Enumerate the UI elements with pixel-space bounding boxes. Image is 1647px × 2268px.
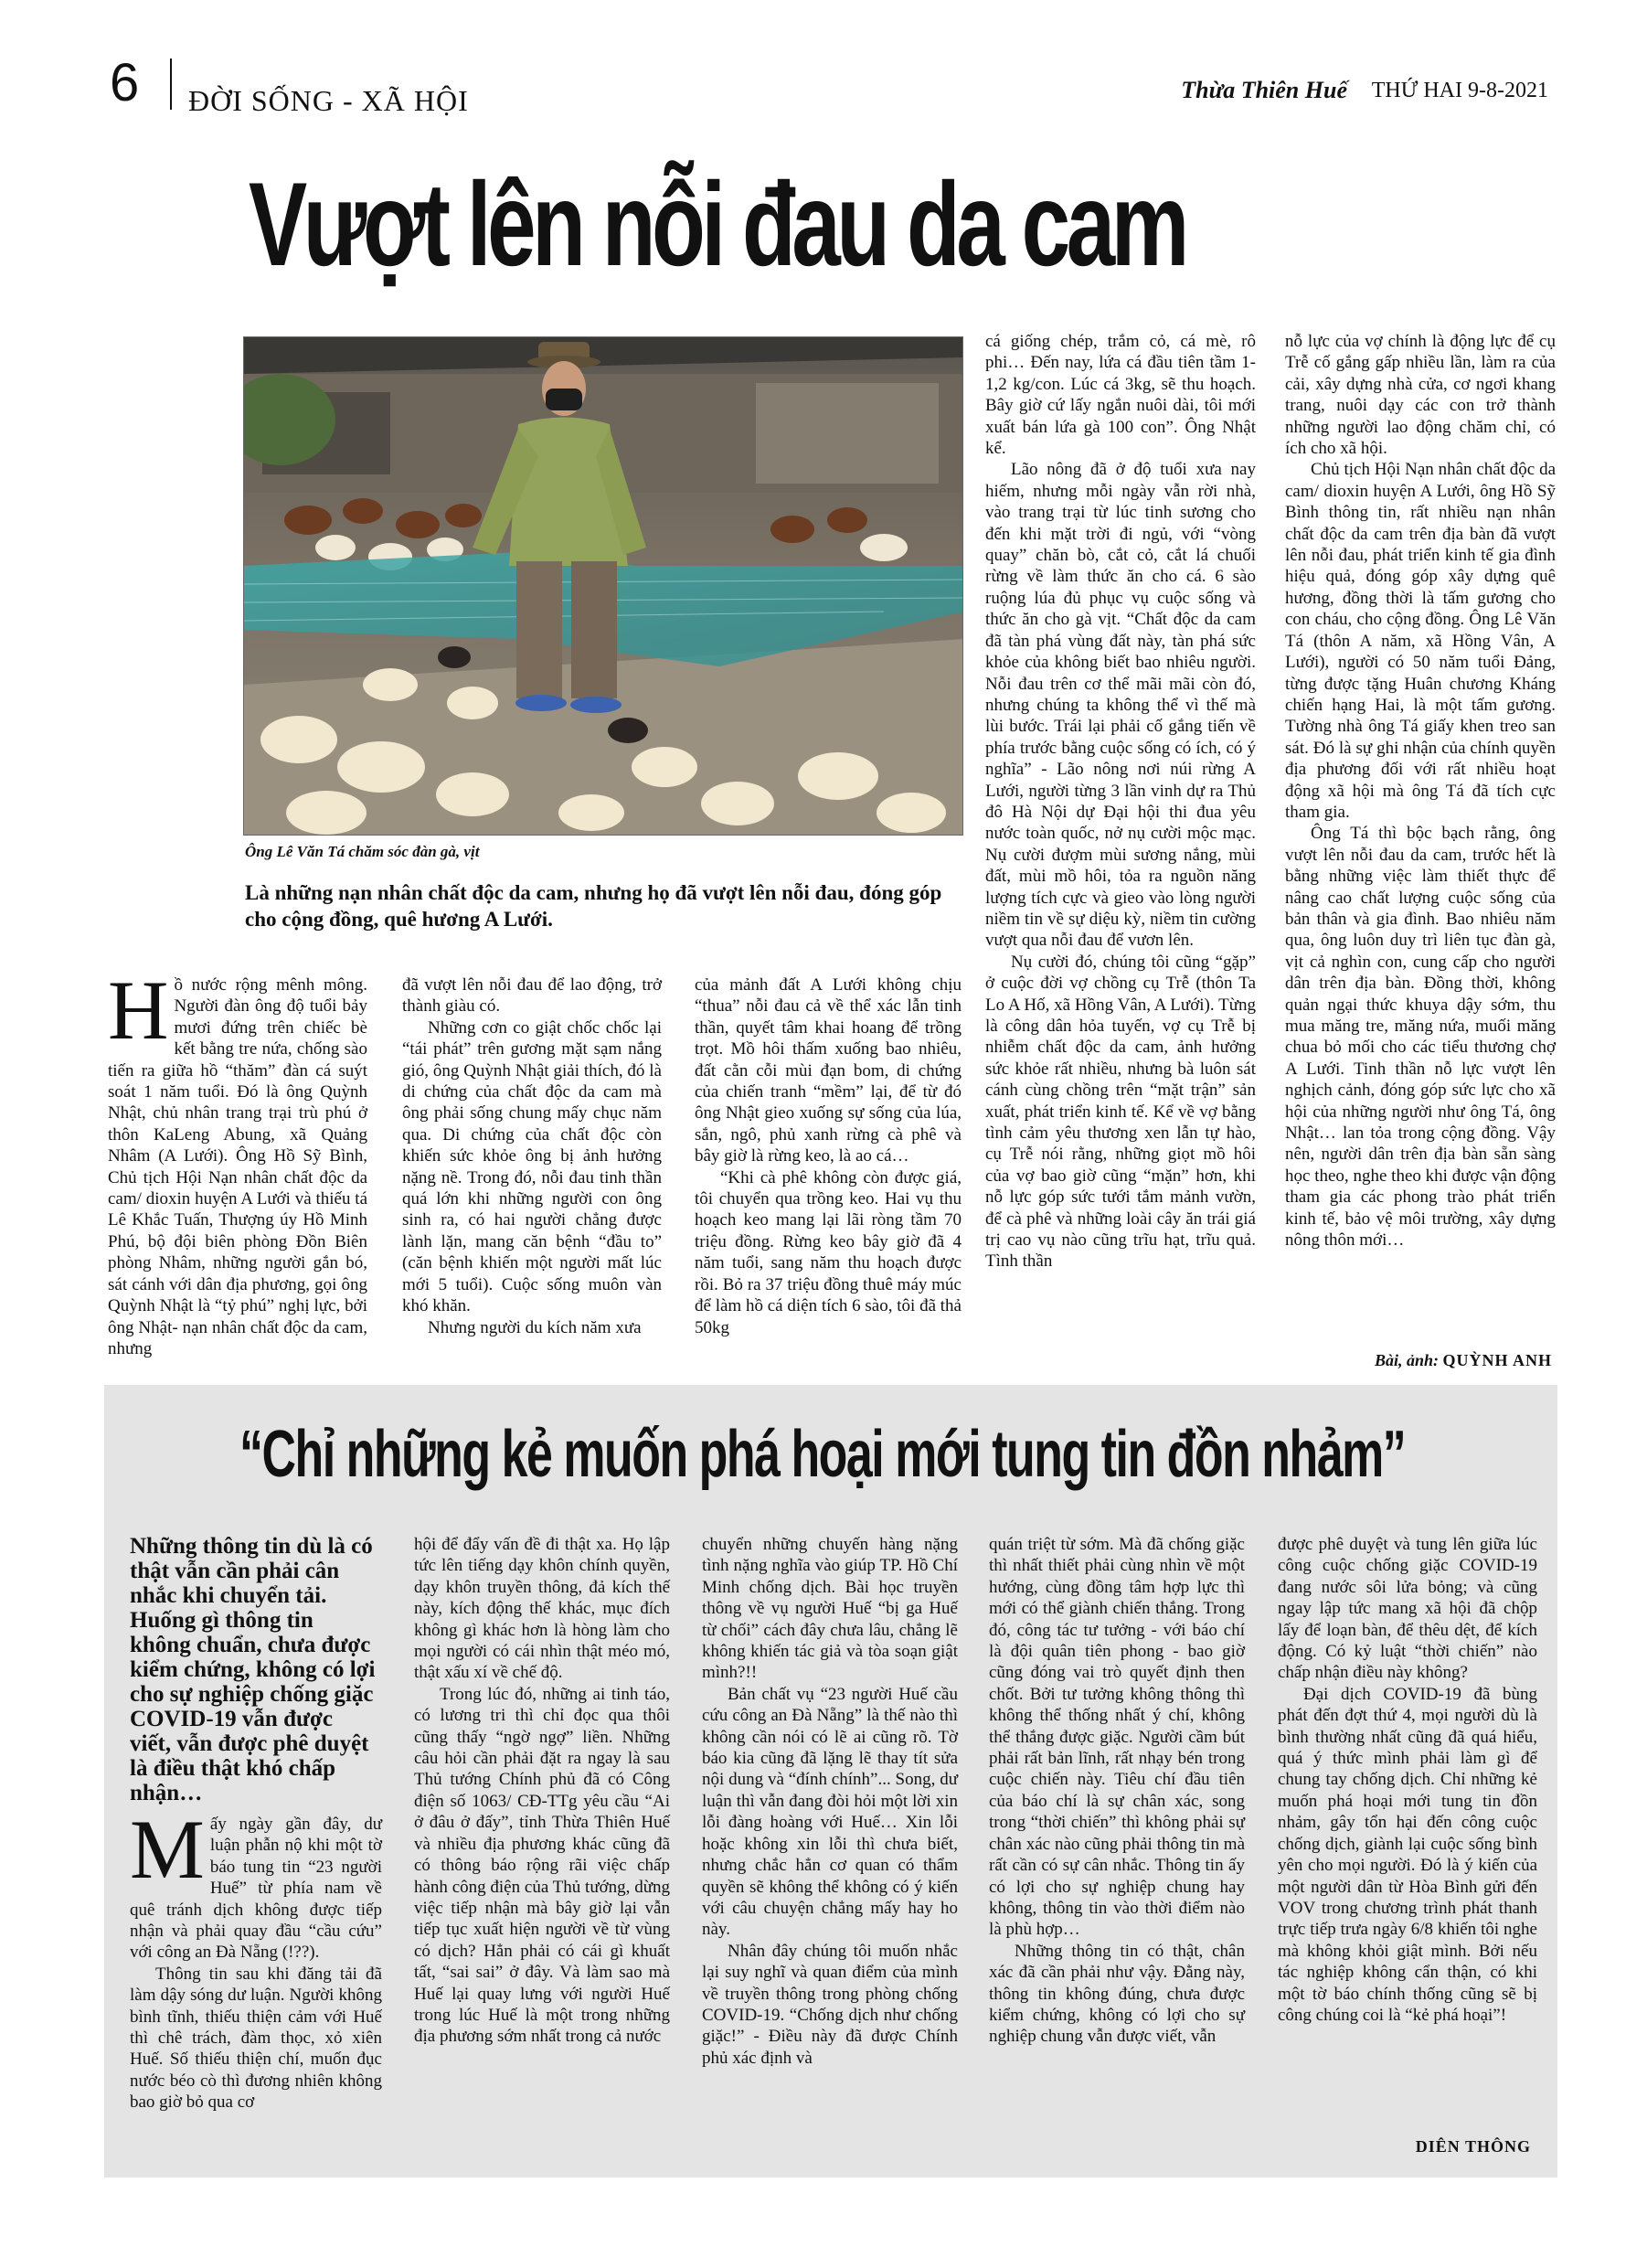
article-headline: Vượt lên nỗi đau da cam — [249, 157, 1185, 291]
paragraph: Ông Tá thì bộc bạch rằng, ông vượt lên nỗi đau da cam, trước hết là bằng những việc làm thiết thực để nâng cao chất lượng cuộc sống của bản thân và gia đình. Bao nhiêu năm qua, ông luôn duy trì liên tục đàn gà, vịt cả nghìn con, cung cấp cho người dân trên địa bàn. Đồng thời, không quản ngại thức khuya dậy sớm, thu mua măng tre, măng nứa, muối măng chua bỏ mối cho các tiểu thương chợ A Lưới. Tinh thần nỗ lực vượt lên nghịch cảnh, đóng góp sức lực cho xã hội của những người như ông Tá, ông Nhật… lan tỏa trong cộng đồng. Vậy nên, người dân trên địa bàn sẵn sàng học theo, nghe theo khi được vận động tham gia các phong trào phát triển kinh tế, bảo vệ môi trường, xây dựng nông thôn mới… — [1285, 824, 1556, 1251]
article1-byline — [1375, 1351, 1552, 1370]
byline-label: Bài, ảnh: — [1374, 1351, 1439, 1369]
paragraph: cá giống chép, trắm cỏ, cá mè, rô phi… Đến nay, lứa cá đầu tiên tầm 1- 1,2 kg/con. Lúc cá 3kg, sẽ thu hoạch. Bây giờ cứ lấy ngắn nuôi dài, tôi mới xuất bán lứa gà 100 con”. Ông Nhật kể. — [985, 332, 1256, 459]
paragraph: Chủ tịch Hội Nạn nhân chất độc da cam/ dioxin huyện A Lưới, ông Hồ Sỹ Bình thông tin, rất nhiều nạn nhân chất độc da cam trên địa bàn đã vượt lên nỗi đau, phát triển kinh tế gia đình hiệu quả, đóng góp xây dựng quê hương, đồng thời là tấm gương cho con cháu, cho cộng đồng. Ông Lê Văn Tá (thôn A năm, xã Hồng Vân, A Lưới), người có 50 năm tuổi Đảng, từng được tặng Huân chương Kháng chiến hạng Hai, là một tấm gương. Tường nhà ông Tá giấy khen treo san sát. Đó là sự ghi nhận của chính quyền địa phương đối với rất nhiều hoạt động xã hội mà ông Tá đã tích cực tham gia. — [1285, 460, 1556, 822]
paragraph — [130, 1803, 382, 1964]
article2-column-3 — [702, 1534, 958, 2069]
article2-column-1 — [130, 1803, 382, 2114]
article2-sapo: Những thông tin dù là có thật vẫn cần phải cân nhắc khi chuyển tải. Huống gì thông tin không chuẩn, chưa được kiểm chứng, không có lợi cho sự nghiệp chống giặc COVID-19 vẫn được viết, vẫn được phê duyệt là điều thật khó chấp nhận… — [130, 1534, 376, 1805]
paragraph: quán triệt từ sớm. Mà đã chống giặc thì nhất thiết phải cùng nhìn về một hướng, cùng đồng tâm hợp lực thì mới có thể giành chiến thắng. Trong đó, công tác tư tưởng - với báo chí là đội quân tiên phong - bao giờ cũng đóng vai trò quyết định then chốt. Bởi tư tưởng không thông thì không thể thống nhất ý chí, không thể thắng được giặc. Người cầm bút phải rất bản lĩnh, rất nhạy bén trong cuộc chiến này. Tiêu chí đầu tiên của báo chí là sự chân xác, song trong “thời chiến” thì không phải sự chân xác nào cũng phải thông tin mà rất cần có sự cân nhắc. Thông tin ấy có lợi cho sự nghiệp chung hay không, thông tin vào thời điểm nào là phù hợp… — [989, 1535, 1245, 1940]
article1-column-2 — [402, 974, 662, 1338]
farm-poultry-photo — [244, 337, 963, 836]
paragraph: Nhân đây chúng tôi muốn nhắc lại suy nghĩ và quan điểm của mình về truyền thông trong phòng chống COVID-19. “Chống dịch như chống giặc!” - Điều này đã được Chính phủ xác định và — [702, 1941, 958, 2068]
photo-caption: Ông Lê Văn Tá chăm sóc đàn gà, vịt — [245, 843, 480, 860]
article1-column-1 — [108, 964, 367, 1359]
paragraph-text: ồ nước rộng mênh mông. Người đàn ông độ tuổi bảy mươi đứng trên chiếc bè kết bằng tre nứa, chống sào tiến ra giữa hồ “thăm” đàn cá suýt soát 1 năm tuổi. Đó là ông Quỳnh Nhật, chủ nhân trang trại trù phú ở thôn KaLeng Abung, xã Quảng Nhâm (A Lưới). Ông Hồ Sỹ Bình, Chủ tịch Hội Nạn nhân chất độc da cam/ dioxin huyện A Lưới và thiếu tá Lê Khắc Tuấn, Thượng úy Hồ Minh Phú, bộ đội biên phòng Đồn Biên phòng Nhâm, những người gắn bó, sát cánh với dân địa phương, gọi ông Quỳnh Nhật là “tỷ phú” nghị lực, bởi ông Nhật- nạn nhân chất độc da cam, nhưng — [108, 975, 367, 1358]
newspaper-name: Thừa Thiên Huế — [1181, 77, 1347, 103]
paragraph: được phê duyệt và tung lên giữa lúc công cuộc chống giặc COVID-19 đang nước sôi lửa bỏng; và cũng ngay lập tức mang xã hội đã chộp lấy để loạn bàn, để thêu dệt, để kích động. Có kỷ luật “thời chiến” nào chấp nhận điều này không? — [1278, 1535, 1537, 1683]
paragraph: Những cơn co giật chốc chốc lại “tái phát” trên gương mặt sạm nắng gió, ông Quỳnh Nhật giải thích, đó là di chứng của chất độc da cam mà ông phải sống chung mấy chục năm qua. Di chứng của chất độc còn khiến sức khỏe ông bị ảnh hưởng nặng nề. Trong đó, nỗi đau tinh thần quá lớn khi những người con ông sinh ra, có hai người chẳng được lành lặn, mang căn bệnh “đầu to” (căn bệnh khiến một người mất lúc mới 5 tuổi). Cuộc sống muôn vàn khó khăn. — [402, 1017, 662, 1316]
paragraph: của mảnh đất A Lưới không chịu “thua” nỗi đau cả về thể xác lẫn tinh thần, quyết tâm khai hoang để trồng trọt. Mồ hôi thấm xuống bao nhiêu, đất cằn cỗi mùi đạn bom, di chứng của chiến tranh “mềm” lại, để từ đó ông Nhật gieo xuống sự sống của lúa, sắn, ngô, phủ xanh rừng cà phê và bây giờ là rừng keo, là ao cá… — [695, 975, 962, 1166]
article-photo — [243, 336, 963, 836]
paragraph: Nhưng người du kích năm xưa — [428, 1317, 642, 1337]
page-number: 6 — [110, 53, 140, 112]
paragraph — [108, 964, 367, 1359]
paragraph-text: ấy ngày gần đây, dư luận phẫn nộ khi một tờ báo tung tin “23 người Huế” từ phía nam về quê tránh dịch không được tiếp nhận và phải quay đầu “cầu cứu” với công an Đà Nẵng (!??). — [130, 1815, 382, 1963]
article2-column-4 — [989, 1534, 1245, 2048]
drop-cap: M — [130, 1803, 205, 1896]
paragraph: Lão nông đã ở độ tuổi xưa nay hiếm, nhưng mỗi ngày vẫn rời nhà, vào trang trại từ lúc tinh sương cho đến khi mặt trời đi ngủ, với “vòng quay” chăn bò, cắt cỏ, cắt lá chuối rừng về làm thức ăn cho cá. 6 sào ruộng lúa đủ phục vụ cuộc sống và thức ăn cho gà vịt. “Chất độc da cam đã tàn phá vùng đất này, tàn phá sức khỏe của không biết bao nhiêu người. Nỗi đau trên cơ thể mãi mãi còn đó, nhưng chúng ta không thể vì thế mà lùi bước. Trái lại phải cố gắng tiến về phía trước bằng cuộc sống có ích, có ý nghĩa” - Lão nông nơi núi rừng A Lưới, người từng 3 lần vinh dự ra Thủ đô Hà Nội dự Đại hội thi đua yêu nước toàn quốc, nở nụ cười mộc mạc. Nụ cười đượm mùi sương nắng, mùi đất, mùi mồ hôi, tỏa ra nguồn năng lượng tích cực và gieo vào lòng người niềm tin về sự diệu kỳ, niềm tin cường vượt qua nỗi đau để vươn lên. — [985, 460, 1256, 951]
paragraph: “Khi cà phê không còn được giá, tôi chuyển qua trồng keo. Hai vụ thu hoạch keo mang lại lãi ròng tầm 70 triệu đồng. Rừng keo bây giờ đã 4 năm tuổi, sang năm thu hoạch được rồi. Bỏ ra 37 triệu đồng thuê máy múc để làm hồ cá diện tích 6 sào, tôi đã thả 50kg — [695, 1167, 962, 1337]
paragraph: Những thông tin có thật, chân xác đã cần phải như vậy. Đằng này, thông tin không đúng, chưa được kiểm chứng, không có lợi cho sự nghiệp chung vẫn được viết, vẫn — [989, 1941, 1245, 2047]
drop-cap: H — [108, 964, 169, 1057]
article2-byline: DIÊN THÔNG — [1415, 2137, 1531, 2156]
article1-column-4 — [985, 331, 1256, 1272]
header-divider — [170, 59, 172, 110]
article2-column-2 — [414, 1534, 670, 2048]
article2-column-5 — [1278, 1534, 1537, 2026]
paragraph: Bản chất vụ “23 người Huế cầu cứu công an Đà Nẵng” là thế nào thì không cần nói có lẽ ai cũng rõ. Tờ báo kia cũng đã lặng lẽ thay tít sửa nội dung và “đính chính”... Song, dư luận thì vẫn đang đòi hỏi một lời xin lỗi đàng hoàng với Huế… Xin lỗi hoặc không xin lỗi thì chưa biết, nhưng chắc hẳn cơ quan có thẩm quyền sẽ không thể không có ý kiến với câu chuyện chẳng mấy hay ho này. — [702, 1684, 958, 1940]
article1-column-3 — [695, 974, 962, 1338]
paragraph: Đại dịch COVID-19 đã bùng phát đến đợt thứ 4, mọi người dù là bình thường nhất cũng đã quá hiểu, quá ý thức mình phải làm gì để chung tay chống dịch. Chỉ những kẻ muốn phá hoại mới tung tin đồn nhảm, gây tổn hại đến công cuộc chống dịch, giành lại cuộc sống bình yên cho mọi người. Đó là ý kiến của một người dân từ Hòa Bình gửi đến VOV trong chương trình phát thanh trực tiếp trưa ngày 6/8 khiến tôi nghe mà không khỏi giật mình. Bởi nếu tác nghiệp không cẩn thận, có khi một tờ báo chính thống cũng sẽ bị công chúng coi là “kẻ phá hoại”! — [1278, 1684, 1537, 2025]
article2-headline: “Chỉ những kẻ muốn phá hoại mới tung tin đồn nhảm” — [239, 1418, 1406, 1491]
paragraph: đã vượt lên nỗi đau để lao động, trở thành giàu có. — [402, 975, 662, 1017]
article1-column-5 — [1285, 331, 1556, 1251]
section-name: ĐỜI SỐNG - XÃ HỘI — [188, 84, 469, 117]
byline-author: QUỲNH ANH — [1442, 1351, 1552, 1369]
paragraph: nỗ lực của vợ chính là động lực để cụ Trễ cố gắng gấp nhiều lần, làm ra của cải, xây dựng nhà cửa, cơ ngơi khang trang, nuôi dạy các con trở thành những người lao động chăm chỉ, có ích cho xã hội. — [1285, 332, 1556, 459]
paragraph: chuyển những chuyến hàng nặng tình nặng nghĩa vào giúp TP. Hồ Chí Minh chống dịch. Bài học truyền thông về vụ người Huế “bị ga Huế từ chối” cách đây chưa lâu, chẳng lẽ không khiến tác giả và tòa soạn giật mình?!! — [702, 1535, 958, 1683]
article-lede: Là những nạn nhân chất độc da cam, nhưng họ đã vượt lên nỗi đau, đóng góp cho cộng đồng, quê hương A Lưới. — [245, 881, 942, 931]
paragraph: Nụ cười đó, chúng tôi cũng “gặp” ở cuộc đời vợ chồng cụ Trễ (thôn Ta Lo A Hố, xã Hồng Vân, A Lưới). Từng là công dân hỏa tuyến, vợ cụ Trễ bị nhiễm chất độc da cam, ảnh hưởng sức khỏe rất nhiều, nhưng bà luôn sát cánh cùng chồng trên “mặt trận” sản xuất, phát triển kinh tế. Kể về vợ bằng tình cảm yêu thương xen lẫn tự hào, cụ Trễ nói rằng, những giọt mồ hôi của vợ bao giờ cũng “mặn” hơn, khi nỗ lực góp sức tưới tắm mảnh vườn, để cà phê và những loài cây ăn trái giá trị cao vụ nào cũng trĩu hạt, trĩu quả. Tình thần — [985, 952, 1256, 1272]
paragraph: hội để đẩy vấn đề đi thật xa. Họ lập tức lên tiếng dạy khôn chính quyền, dạy khôn truyền thông, đả kích thế này, kích động thế khác, mục đích không gì khác hơn là hòng làm cho mọi người có cái nhìn thật méo mó, thật xấu xí về chế độ. — [414, 1535, 670, 1683]
paragraph: Trong lúc đó, những ai tinh táo, có lương tri thì chỉ đọc qua thôi cũng thấy “ngờ ngợ” liền. Những câu hỏi cần phải đặt ra ngay là sau Thủ tướng Chính phủ đã có Công điện số 1063/ CĐ-TTg yêu cầu “Ai ở đâu ở đấy”, tỉnh Thừa Thiên Huế và nhiều địa phương khác cũng đã có thông báo rộng rãi việc chấp hành công điện của Thủ tướng, dừng việc tiếp nhận mà bây giờ lại vẫn tiếp tục xuất hiện người về từ vùng có dịch? Hẳn phải có cái gì khuất tất, “sai sai” ở đây. Và làm sao mà Huế lại quay lưng với người Huế trong lúc Huế là một trong những địa phương sớm nhất trong cả nước — [414, 1684, 670, 2047]
issue-date: THỨ HAI 9-8-2021 — [1371, 79, 1548, 102]
paragraph: Thông tin sau khi đăng tải đã làm dậy sóng dư luận. Người không bình tĩnh, thiếu thiện cảm với Huế thì chê trách, đàm thọc, xỏ xiên Huế. Số thiếu thiện chí, muốn đục nước béo cò thì đương nhiên không bao giờ bỏ qua cơ — [130, 1964, 382, 2113]
